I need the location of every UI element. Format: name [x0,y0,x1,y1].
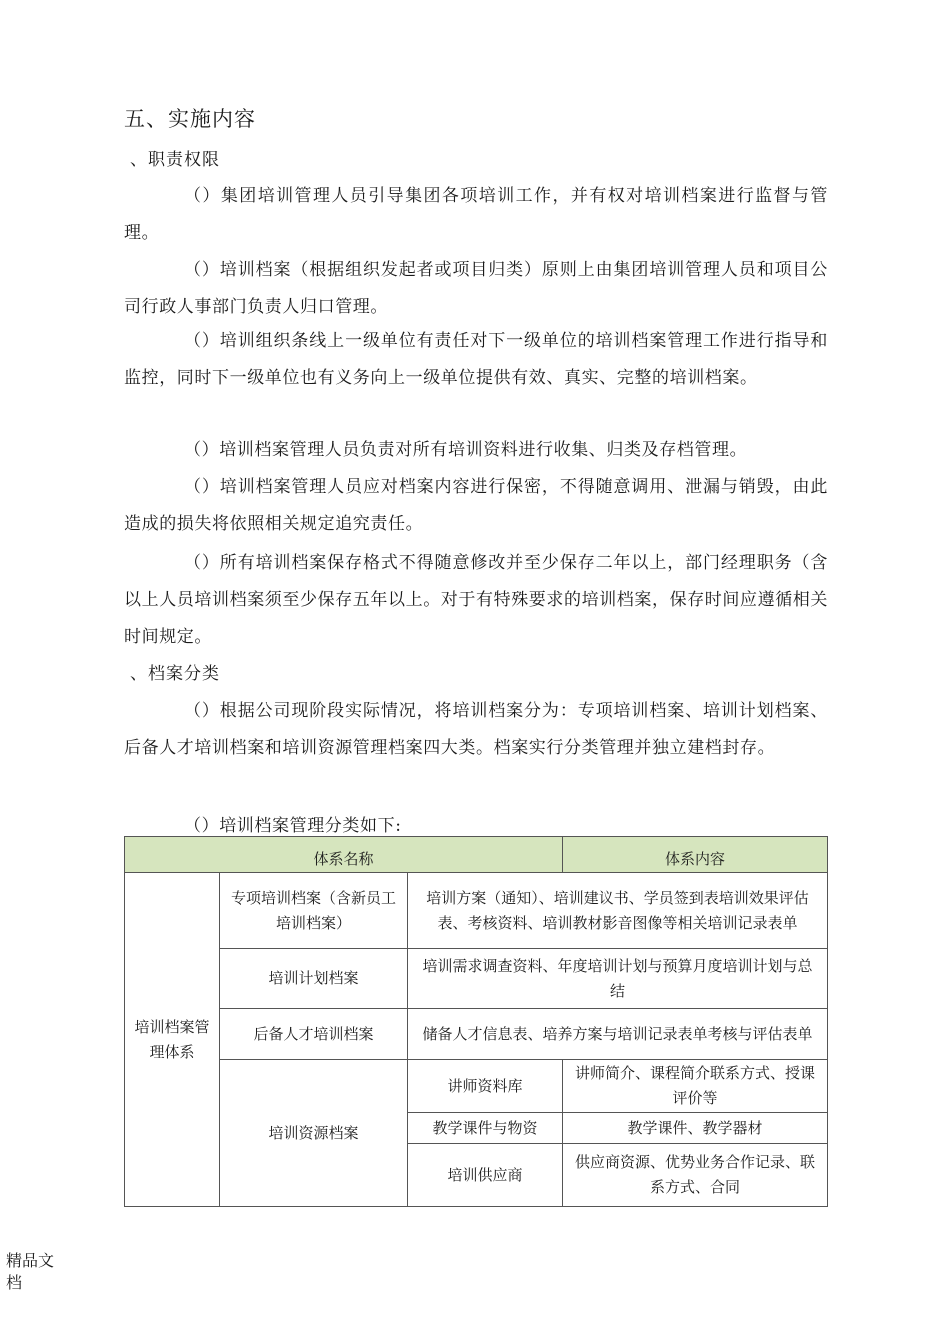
subsection-title-classification: 、档案分类 [130,664,220,684]
paragraph-duty-6: （）所有培训档案保存格式不得随意修改并至少保存二年以上，部门经理职务（含以上人员培训档案须至少保存五年以上。对于有特殊要求的培训档案，保存时间应遵循相关时间规定。 [124,553,828,647]
paragraph-classification-1: （）根据公司现阶段实际情况，将培训档案分为：专项培训档案、培训计划档案、后备人才培训档案和培训资源管理档案四大类。档案实行分类管理并独立建档封存。 [124,701,828,758]
header-system-content: 体系内容 [563,837,828,873]
archive-classification-table [124,836,828,1207]
paragraph-duty-2: （）培训档案（根据组织发起者或项目归类）原则上由集团培训管理人员和项目公司行政人事部门负责人归口管理。 [124,260,828,317]
header-system-name: 体系名称 [125,837,563,873]
resource-item-name-cell: 教学课件与物资 [408,1113,563,1144]
resource-item-name-cell: 讲师资料库 [408,1060,563,1113]
paragraph-duty-4: （）培训档案管理人员负责对所有培训资料进行收集、归类及存档管理。 [184,440,748,460]
table-row [125,1060,828,1113]
resource-category-cell: 培训资源档案 [220,1060,408,1207]
category-cell: 培训计划档案 [220,949,408,1009]
table-caption: （）培训档案管理分类如下: [184,816,402,836]
resource-item-content-cell: 供应商资源、优势业务合作记录、联系方式、合同 [563,1144,828,1207]
paragraph-duty-3: （）培训组织条线上一级单位有责任对下一级单位的培训档案管理工作进行指导和监控，同时下一级单位也有义务向上一级单位提供有效、真实、完整的培训档案。 [124,331,828,388]
system-name-cell: 培训档案管理体系 [125,873,220,1207]
resource-item-content-cell: 讲师简介、课程简介联系方式、授课评价等 [563,1060,828,1113]
section-title: 五、实施内容 [124,107,256,131]
table-row [125,873,828,949]
content-cell: 储备人才信息表、培养方案与培训记录表单考核与评估表单 [408,1009,828,1060]
content-cell: 培训需求调查资料、年度培训计划与预算月度培训计划与总结 [408,949,828,1009]
category-cell: 专项培训档案（含新员工培训档案） [220,873,408,949]
footer-mark: 精品文档 [6,1251,55,1292]
table-row [125,949,828,1009]
resource-item-content-cell: 教学课件、教学器材 [563,1113,828,1144]
table-row [125,1009,828,1060]
paragraph-duty-5: （）培训档案管理人员应对档案内容进行保密，不得随意调用、泄漏与销毁，由此造成的损失将依照相关规定追究责任。 [124,477,828,534]
content-cell: 培训方案（通知）、培训建议书、学员签到表培训效果评估表、考核资料、培训教材影音图像等相关培训记录表单 [408,873,828,949]
table-header-row [125,837,828,873]
subsection-title-duties: 、职责权限 [130,150,220,170]
category-cell: 后备人才培训档案 [220,1009,408,1060]
resource-item-name-cell: 培训供应商 [408,1144,563,1207]
paragraph-duty-1: （）集团培训管理人员引导集团各项培训工作，并有权对培训档案进行监督与管理。 [124,186,828,243]
